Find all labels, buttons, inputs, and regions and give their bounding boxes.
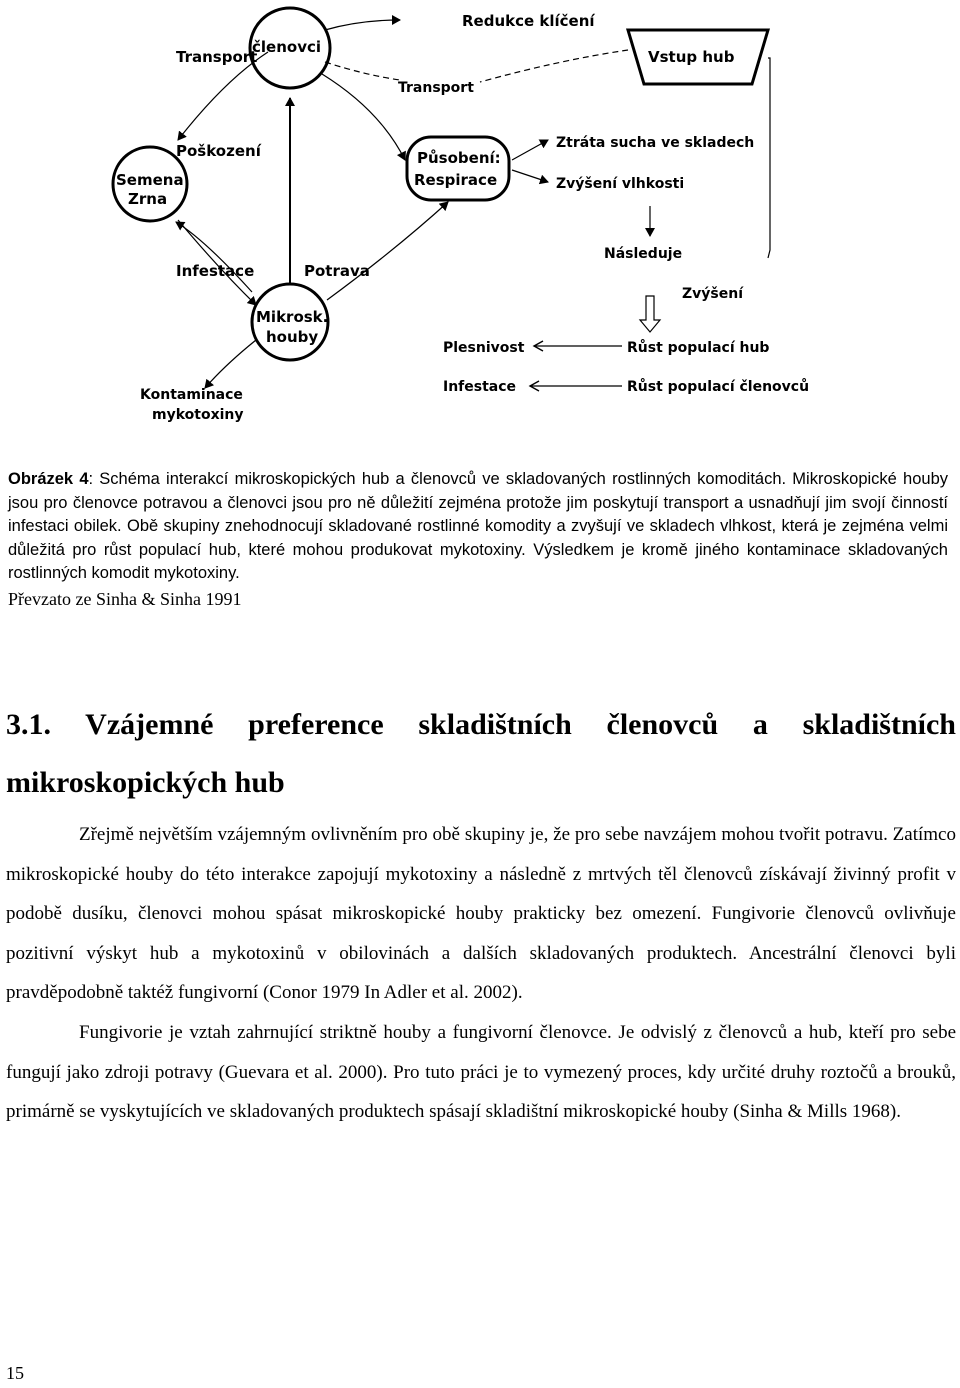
vstup-hub-label: Vstup hub (648, 48, 735, 66)
arrow-mikrosk-kontaminace (205, 340, 256, 388)
arrow-mikrosk-semena (176, 222, 255, 292)
section-heading: 3.1. Vzájemné preference skladištních členovců a skladištních mikroskopických hub (6, 708, 956, 799)
caption-label: Obrázek 4 (8, 470, 89, 488)
caption-source: Převzato ze Sinha & Sinha 1991 (8, 588, 242, 609)
rust-hub-label: Růst populací hub (627, 340, 770, 356)
interaction-diagram (0, 0, 960, 440)
clenovci-label: členovci (252, 38, 322, 56)
paragraph-2: Fungivorie je vztah zahrnující striktně houby a fungivorní členovce. Je odvislý z členovců a hub, kteří pro sebe fungují jako zdroji potravy (Guevara et al. 2000). Pro tuto práci je to vymezený proces, kdy určité druhy roztočů a brouků, primárně se vyskytujících ve skladovaných produktech spásají skladištní mikroskopické houby (Sinha & Mills 1968). (6, 1021, 956, 1123)
line-clenovci-transport (325, 62, 400, 80)
kontaminace-label: Kontaminace (140, 387, 243, 403)
zvyseni-vlhkosti-label: Zvýšení vlhkosti (556, 176, 685, 192)
zvyseni-label: Zvýšení (682, 286, 743, 302)
line-vstup-transport (480, 50, 628, 82)
transport-mid-label: Transport (398, 80, 474, 96)
arrow-zvyseni-down (640, 296, 660, 332)
houby-label: houby (266, 328, 319, 346)
arrow-posobeni-vlhkost (512, 170, 548, 182)
nasleduje-label: Následuje (604, 246, 683, 262)
figure-caption (8, 468, 948, 612)
zrna-label: Zrna (128, 190, 168, 208)
infestace-left-label: Infestace (176, 262, 255, 280)
page-number: 15 (6, 1363, 24, 1383)
arrow-clenovci-posobeni (322, 74, 405, 160)
arrow-clenovci-redukce (325, 20, 400, 30)
caption-text: : Schéma interakcí mikroskopických hub a členovců ve skladovaných rostlinných komoditách. Mikroskopické houby jsou pro členovce potravou a členovci jsou pro ně důležití zejména protože jim poskytují transport a usnadňují jim svojí činností infestaci obilek. Obě skupiny znehodnocují skladované rostlinné komodity a zvyšují ve skladech vlhkost, která je zejména velmi důležitá pro růst populací hub, které mohou produkovat mykotoxiny. Výsledkem je kromě jiného kontaminace skladovaných rostlinných komodit mykotoxiny. (8, 470, 948, 583)
redukce-label: Redukce klíčení (462, 12, 595, 30)
plesnivost-label: Plesnivost (443, 340, 525, 356)
semena-label: Semena (116, 171, 184, 189)
arrow-posobeni-ztrata (512, 140, 548, 160)
ztrata-label: Ztráta sucha ve skladech (556, 135, 755, 151)
mykotoxiny-label: mykotoxiny (152, 407, 244, 423)
poskozeni-label: Poškození (176, 142, 261, 160)
arrow-mikrosk-posobeni (327, 202, 448, 300)
section-body (6, 815, 956, 1132)
potrava-label: Potrava (304, 262, 370, 280)
paragraph-1: Zřejmě největším vzájemným ovlivněním pro obě skupiny je, že pro sebe navzájem mohou tvořit potravu. Zatímco mikroskopické houby do této interakce zapojují mykotoxiny a následně z mrtvých těl členovců získávají živinný profit v podobě dusíku, členovci mohou spásat mikroskopické houby prakticky bez omezení. Fungivorie členovců ovlivňuje pozitivní výskyt hub a mykotoxinů v obilovinách a dalších skladovaných produktech. Ancestrální členovci byli pravděpodobně taktéž fungivorní (Conor 1979 In Adler et al. 2002). (6, 824, 956, 1004)
rust-clenovcu-label: Růst populací členovců (627, 379, 810, 395)
line-vstup-right (768, 58, 770, 258)
transport-left-label: Transport (176, 48, 258, 66)
infestace-right-label: Infestace (443, 379, 517, 395)
mikrosk-label: Mikrosk. (256, 308, 329, 326)
respirace-label: Respirace (414, 171, 498, 189)
posobeni-node (407, 137, 509, 200)
posobeni-label: Působení: (417, 149, 501, 167)
